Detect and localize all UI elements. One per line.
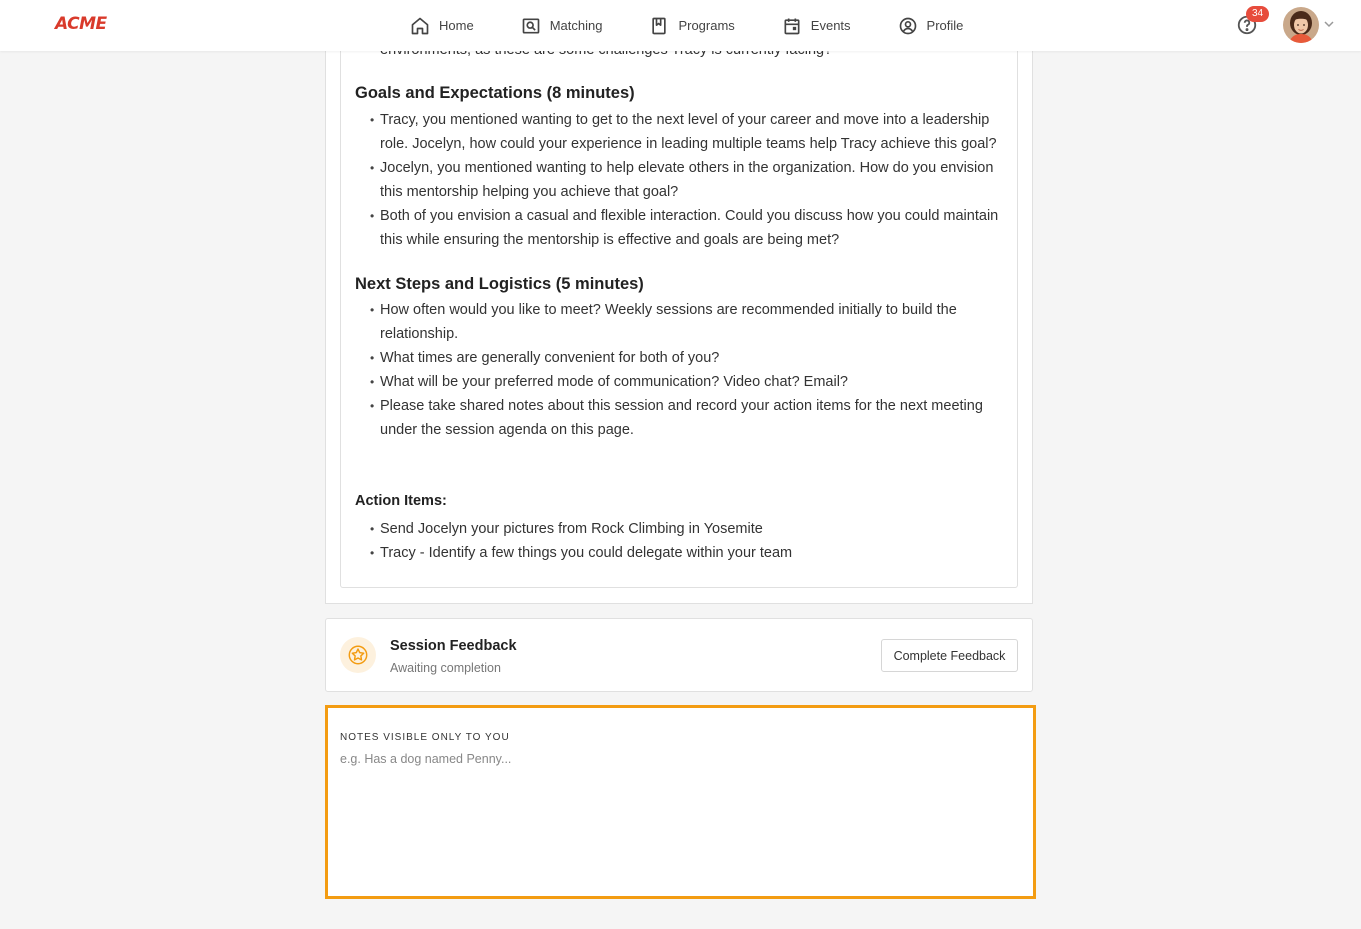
section-title-goals: Goals and Expectations (8 minutes) bbox=[355, 84, 635, 102]
home-icon bbox=[410, 16, 430, 36]
section-title-next-steps: Next Steps and Logistics (5 minutes) bbox=[355, 275, 644, 293]
nav-events-label: Events bbox=[810, 18, 851, 33]
notes-input[interactable] bbox=[340, 752, 1020, 882]
user-avatar[interactable] bbox=[1283, 7, 1319, 43]
nav-home-label: Home bbox=[439, 18, 474, 33]
goals-list bbox=[355, 108, 1015, 252]
profile-icon bbox=[898, 16, 918, 36]
nav-matching-label: Matching bbox=[549, 18, 603, 33]
list-item: • Tracy - Identify a few things you could delegate within your team bbox=[355, 541, 1015, 565]
calendar-icon bbox=[782, 16, 802, 36]
top-nav-bar bbox=[0, 0, 1361, 51]
list-item: • Jocelyn, you mentioned wanting to help elevate others in the organization. How do you envision this mentorship helping you achieve that goal? bbox=[355, 156, 1015, 204]
nav-home[interactable] bbox=[410, 16, 474, 36]
nav-programs-label: Programs bbox=[678, 18, 735, 33]
chevron-down-icon[interactable] bbox=[1323, 18, 1335, 30]
feedback-icon-circle bbox=[340, 637, 376, 673]
session-agenda-card bbox=[325, 40, 1033, 604]
list-item: • Please take shared notes about this session and record your action items for the next meeting under the session agenda on this page. bbox=[355, 394, 1015, 442]
notes-label: NOTES VISIBLE ONLY TO YOU bbox=[340, 732, 510, 743]
list-item: • Tracy, you mentioned wanting to get to the next level of your career and move into a leadership role. Jocelyn, how could your experience in leading multiple teams help Tracy achieve this goal? bbox=[355, 108, 1015, 156]
nav-profile[interactable] bbox=[898, 16, 964, 36]
action-items-title: Action Items: bbox=[355, 493, 447, 509]
complete-feedback-button[interactable]: Complete Feedback bbox=[881, 639, 1018, 672]
list-item: • How often would you like to meet? Weekly sessions are recommended initially to build the relationship. bbox=[355, 298, 1015, 346]
action-items-list bbox=[355, 517, 1015, 565]
notification-badge[interactable]: 34 bbox=[1246, 6, 1269, 22]
session-feedback-card bbox=[325, 618, 1033, 692]
feedback-title: Session Feedback bbox=[390, 638, 517, 654]
list-item: • What will be your preferred mode of communication? Video chat? Email? bbox=[355, 370, 1015, 394]
next-steps-list bbox=[355, 298, 1015, 442]
list-item: • Both of you envision a casual and flexible interaction. Could you discuss how you could maintain this while ensuring the mentorship is effective and goals are being met? bbox=[355, 204, 1015, 252]
avatar-photo bbox=[1283, 7, 1319, 43]
nav-events[interactable] bbox=[782, 16, 851, 36]
list-item: • What times are generally convenient for both of you? bbox=[355, 346, 1015, 370]
star-badge-icon bbox=[347, 644, 369, 666]
private-notes-box bbox=[325, 705, 1036, 899]
bookmark-icon bbox=[649, 16, 669, 36]
matching-icon bbox=[521, 16, 541, 36]
nav-profile-label: Profile bbox=[926, 18, 964, 33]
nav-matching[interactable] bbox=[521, 16, 603, 36]
main-nav bbox=[410, 0, 1010, 51]
list-item: • Send Jocelyn your pictures from Rock Climbing in Yosemite bbox=[355, 517, 1015, 541]
acme-logo[interactable]: ACME bbox=[55, 14, 107, 34]
agenda-content bbox=[340, 40, 1018, 588]
feedback-status: Awaiting completion bbox=[390, 661, 501, 675]
nav-programs[interactable] bbox=[649, 16, 734, 36]
